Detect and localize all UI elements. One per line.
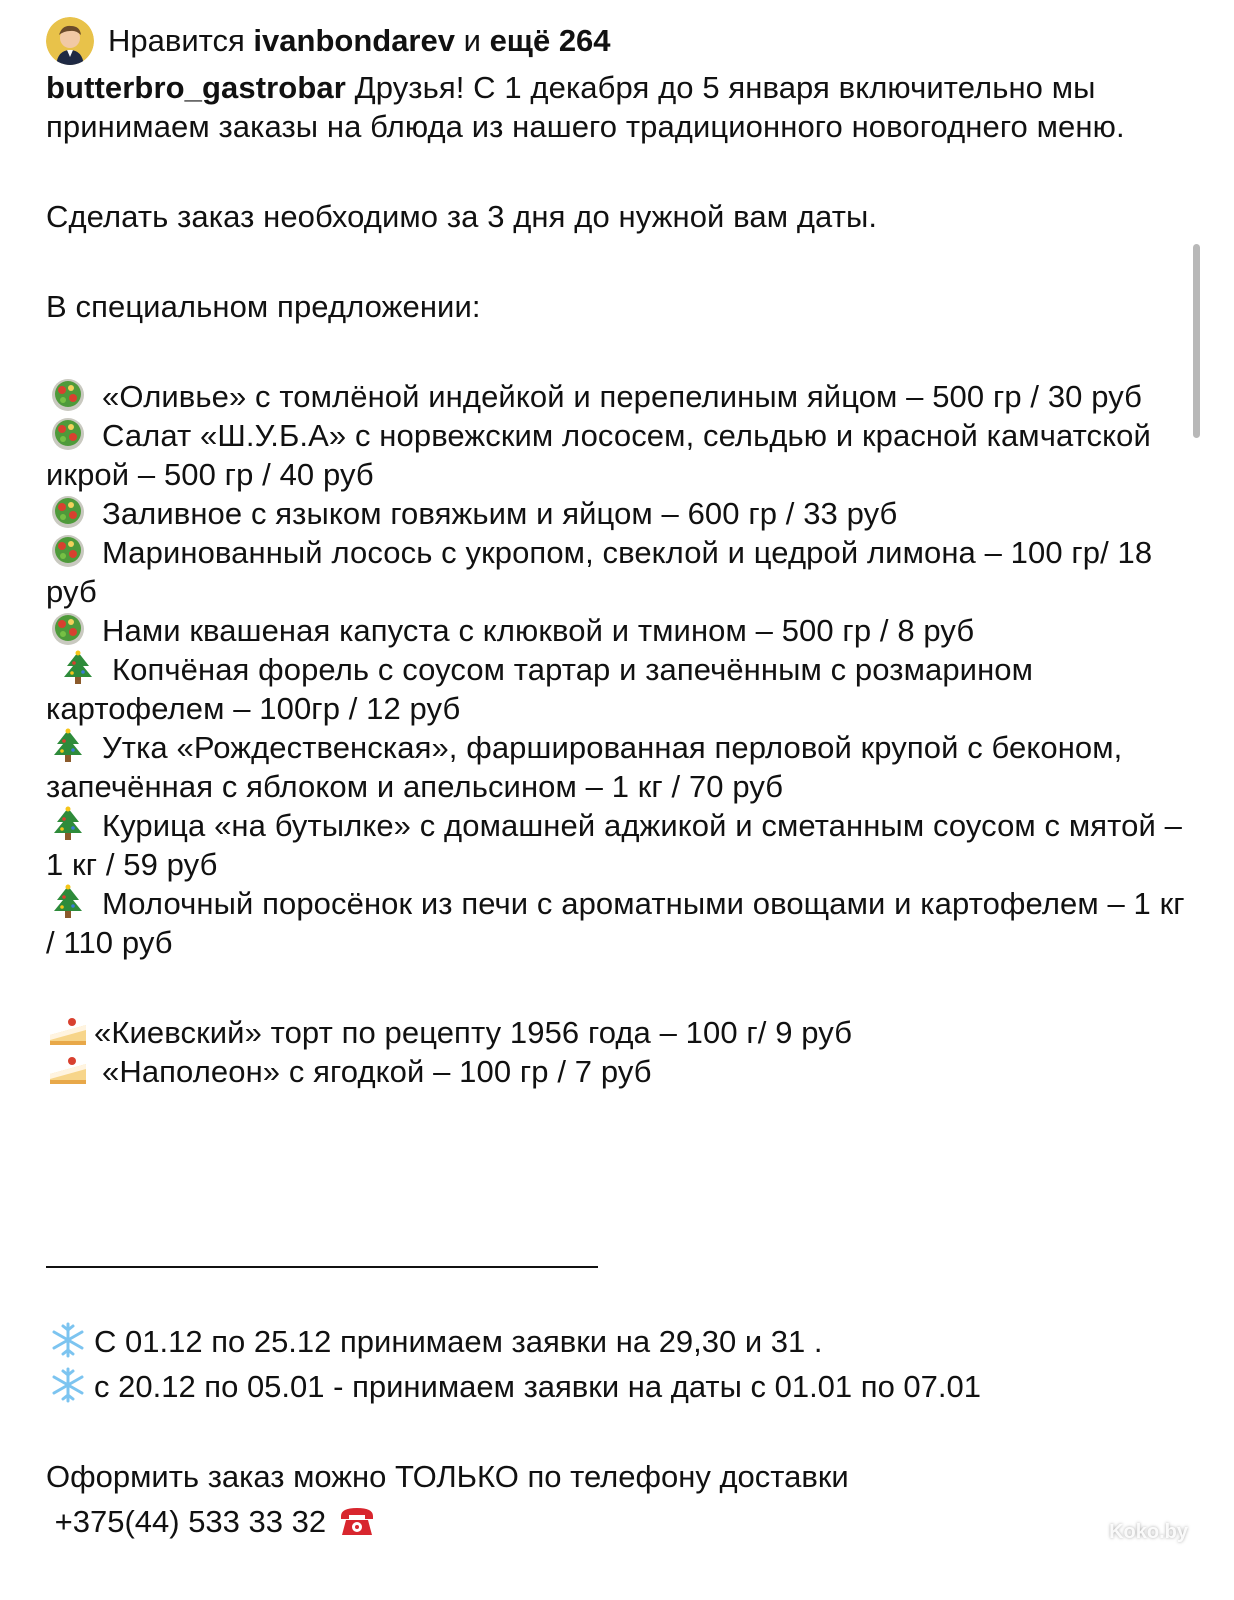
christmas-tree-icon: [56, 650, 100, 686]
salad-icon: [46, 494, 90, 530]
divider: [46, 1266, 598, 1268]
christmas-tree-icon: [46, 884, 90, 920]
salad-icon: [46, 533, 90, 569]
salad-icon: [46, 611, 90, 647]
menu-item: Курица «на бутылке» с домашней аджикой и сметанным соусом с мятой – 1 кг / 59 руб: [46, 808, 1182, 882]
caption-intro: [46, 68, 1186, 146]
likes-connector: и: [463, 23, 481, 58]
menu-item: Нами квашеная капуста с клюквой и тмином – 500 гр / 8 руб: [46, 611, 1186, 650]
menu-item: «Оливье» с томлёной индейкой и перепелиным яйцом – 500 гр / 30 руб: [46, 377, 1186, 416]
likes-prefix: Нравится: [108, 23, 245, 58]
liker-username[interactable]: ivanbondarev: [253, 23, 455, 58]
christmas-tree-icon: [46, 806, 90, 842]
snowflake-icon: [46, 1367, 90, 1403]
schedule-item: С 01.12 по 25.12 принимаем заявки на 29,30 и 31 .: [46, 1322, 1186, 1361]
cake-icon: [46, 1052, 90, 1088]
avatar[interactable]: [46, 17, 94, 65]
salad-icon: [46, 416, 90, 452]
menu-item: Утка «Рождественская», фаршированная перловой крупой с беконом, запечённая с яблоком и апельсином – 1 кг / 70 руб: [46, 730, 1123, 804]
schedule-item: с 20.12 по 05.01 - принимаем заявки на даты с 01.01 по 07.01: [46, 1367, 1186, 1406]
menu-item: Маринованный лосось с укропом, свеклой и цедрой лимона – 100 гр/ 18 руб: [46, 535, 1153, 609]
author-username[interactable]: butterbro_gastrobar: [46, 70, 346, 105]
deadline-text: Сделать заказ необходимо за 3 дня до нужной вам даты.: [46, 199, 878, 234]
caption-footer: [46, 1322, 1186, 1547]
telephone-icon: [335, 1502, 379, 1538]
menu-item: Заливное с языком говяжьим и яйцом – 600 гр / 33 руб: [46, 494, 1186, 533]
watermark: Koko.by: [1109, 1521, 1188, 1543]
dessert-item: «Наполеон» с ягодкой – 100 гр / 7 руб: [46, 1052, 1186, 1091]
menu-item: Салат «Ш.У.Б.А» с норвежским лососем, сельдью и красной камчатской икрой – 500 гр / 40 руб: [46, 418, 1151, 492]
special-heading: В специальном предложении:: [46, 289, 481, 324]
christmas-tree-icon: [46, 728, 90, 764]
menu-item: Копчёная форель с соусом тартар и запечённым с розмарином картофелем – 100гр / 12 руб: [46, 652, 1034, 726]
likes-others-count[interactable]: ещё 264: [489, 23, 611, 58]
phone-line: [46, 1502, 1186, 1541]
order-note: Оформить заказ можно ТОЛЬКО по телефону доставки: [46, 1459, 849, 1494]
dessert-item: «Киевский» торт по рецепту 1956 года – 100 г/ 9 руб: [46, 1013, 1186, 1052]
salad-icon: [46, 377, 90, 413]
phone-number[interactable]: +375(44) 533 33 32: [54, 1504, 327, 1539]
menu-item: Молочный поросёнок из печи с ароматными овощами и картофелем – 1 кг / 110 руб: [46, 886, 1185, 960]
cake-icon: [46, 1013, 90, 1049]
snowflake-icon: [46, 1322, 90, 1358]
caption-body: [46, 68, 1186, 1091]
likes-row: [46, 16, 611, 66]
intro-text: Друзья! С 1 декабря до 5 января включительно мы принимаем заказы на блюда из нашего традиционного новогоднего меню.: [46, 70, 1125, 144]
scrollbar[interactable]: [1193, 244, 1200, 438]
